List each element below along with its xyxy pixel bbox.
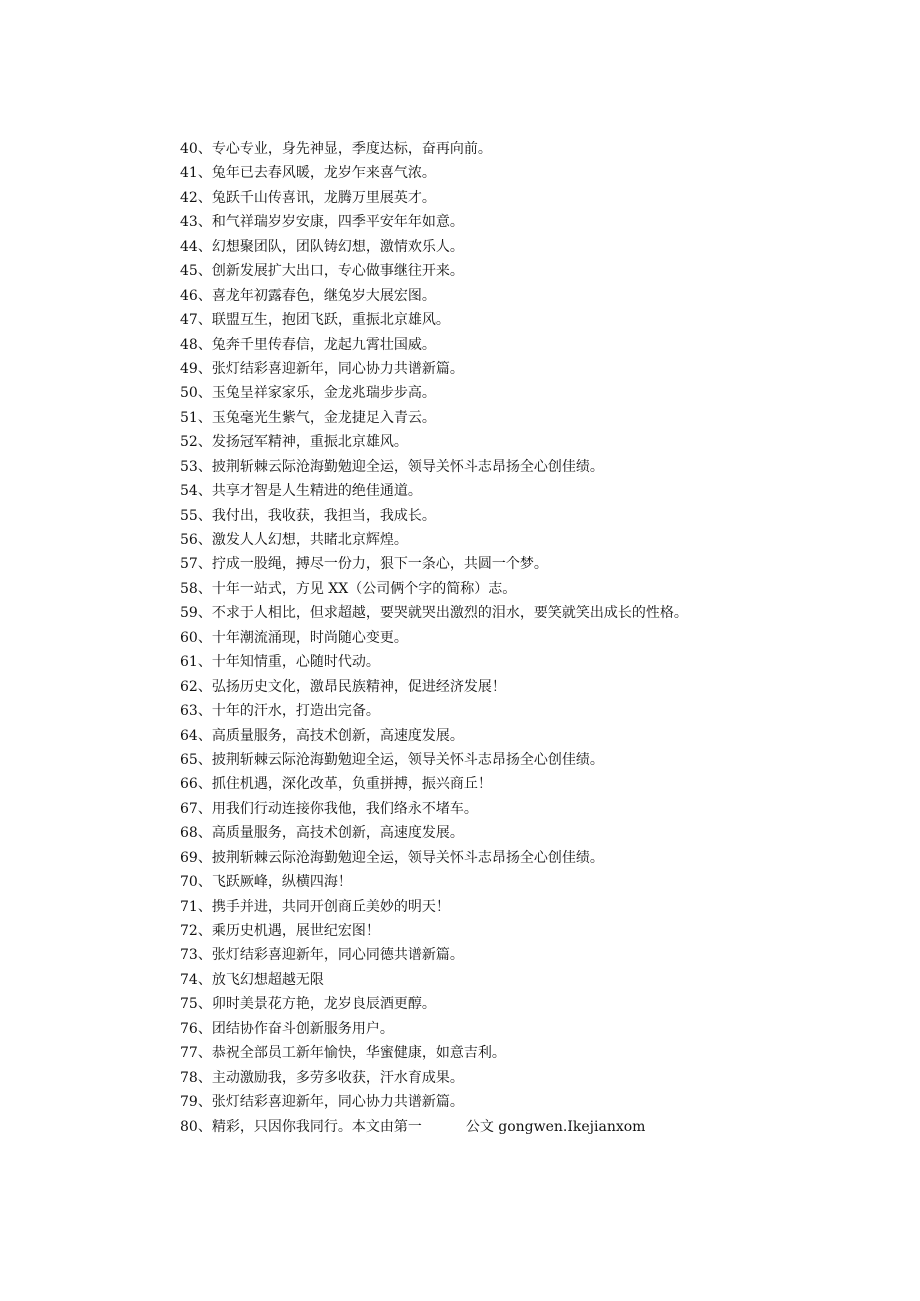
item-text: 披荆斩棘云际沧海勤勉迎全运，领导关怀斗志昂扬全心创佳绩。	[211, 751, 604, 768]
item-text: 兔奔千里传春信，龙起九霄壮国威。	[211, 336, 436, 353]
item-number: 67	[180, 800, 198, 817]
item-number: 76	[180, 1020, 198, 1037]
item-text: 创新发展扩大出口，专心做事继往开来。	[211, 263, 464, 280]
item-separator: 、	[197, 580, 212, 597]
list-item	[180, 821, 688, 845]
item-text: 卯时美景花方艳，龙岁良辰酒更醇。	[211, 996, 436, 1013]
item-separator: 、	[197, 287, 212, 304]
item-text: 兔年已去春风暖，龙岁乍来喜气浓。	[211, 165, 436, 182]
item-text: 团结协作奋斗创新服务用户。	[211, 1020, 394, 1037]
item-number: 43	[180, 214, 198, 231]
item-number: 69	[180, 849, 198, 866]
item-separator: 、	[197, 727, 212, 744]
item-text: 不求于人相比，但求超越，要哭就哭出激烈的泪水，要笑就笑出成长的性格。	[211, 605, 688, 622]
item-text: 十年知情重，心随时代动。	[211, 654, 380, 671]
list-item	[180, 772, 688, 796]
list-item	[180, 455, 688, 479]
list-item	[180, 748, 688, 772]
item-number: 40	[180, 141, 198, 157]
list-item	[180, 186, 688, 210]
item-text: 飞跃厥峰，纵横四海！	[211, 874, 352, 891]
item-number: 71	[180, 898, 198, 915]
item-text: 共享才智是人生精进的绝佳通道。	[211, 483, 422, 500]
list-item	[180, 406, 688, 430]
list-item	[180, 1017, 688, 1041]
item-number: 62	[180, 678, 198, 695]
item-number: 70	[180, 874, 198, 891]
item-number: 49	[180, 360, 198, 377]
list-item	[180, 259, 688, 283]
list-item	[180, 626, 688, 650]
item-number: 50	[180, 385, 198, 402]
item-text: 精彩，只因你我同行。本文由第一	[211, 1118, 422, 1135]
item-separator: 、	[197, 1020, 212, 1037]
list-item-last	[180, 1115, 688, 1139]
list-item	[180, 333, 688, 357]
item-number: 79	[180, 1094, 198, 1111]
item-separator: 、	[197, 1094, 212, 1111]
item-separator: 、	[197, 532, 212, 548]
list-item	[180, 650, 688, 674]
item-separator: 、	[197, 776, 212, 793]
item-number: 44	[180, 238, 198, 255]
item-separator: 、	[197, 360, 212, 377]
item-number: 63	[180, 703, 198, 720]
item-separator: 、	[197, 165, 212, 182]
item-number: 42	[180, 189, 198, 206]
item-separator: 、	[197, 898, 212, 915]
list-item	[180, 992, 688, 1016]
list-item	[180, 552, 688, 576]
list-item	[180, 943, 688, 967]
item-number: 72	[180, 923, 198, 939]
item-text: 披荆斩棘云际沧海勤勉迎全运，领导关怀斗志昂扬全心创佳绩。	[211, 458, 604, 475]
item-separator: 、	[197, 849, 212, 866]
item-separator: 、	[197, 800, 212, 817]
item-text: 张灯结彩喜迎新年，同心协力共谱新篇。	[211, 1094, 464, 1111]
item-number: 59	[180, 605, 198, 622]
item-text: 十年一站式，方见 XX（公司俩个字的简称）志。	[211, 580, 517, 597]
item-text: 发扬冠军精神，重振北京雄风。	[211, 434, 408, 451]
item-number: 74	[180, 971, 198, 988]
item-number: 46	[180, 287, 198, 304]
item-separator: 、	[197, 678, 212, 695]
item-separator: 、	[197, 923, 212, 939]
item-text: 放飞幻想超越无限	[211, 971, 324, 988]
list-item	[180, 284, 688, 308]
item-text: 恭祝全部员工新年愉快，华蜜健康，如意吉利。	[211, 1045, 506, 1062]
list-item	[180, 577, 688, 601]
item-separator: 、	[197, 874, 212, 891]
list-item	[180, 724, 688, 748]
item-number: 51	[180, 409, 198, 426]
item-separator: 、	[197, 947, 212, 964]
item-text: 激发人人幻想，共睹北京辉煌。	[211, 532, 408, 548]
list-item	[180, 504, 688, 528]
item-separator: 、	[197, 507, 212, 524]
item-number: 48	[180, 336, 198, 353]
item-separator: 、	[197, 654, 212, 671]
item-number: 47	[180, 312, 198, 329]
list-item	[180, 797, 688, 821]
item-text: 喜龙年初露春色，继兔岁大展宏图。	[211, 287, 436, 304]
item-number: 54	[180, 483, 198, 500]
item-text: 弘扬历史文化，激昂民族精神，促进经济发展！	[211, 678, 506, 695]
item-text: 张灯结彩喜迎新年，同心协力共谱新篇。	[211, 360, 464, 377]
item-number: 57	[180, 556, 198, 573]
item-text: 我付出，我收获，我担当，我成长。	[211, 507, 436, 524]
list-item	[180, 161, 688, 185]
list-item	[180, 1066, 688, 1090]
item-text: 玉兔毫光生紫气，金龙捷足入青云。	[211, 409, 436, 426]
item-number: 56	[180, 532, 198, 548]
item-text: 兔跃千山传喜讯，龙腾万里展英才。	[211, 189, 436, 206]
item-number: 78	[180, 1069, 198, 1086]
item-separator: 、	[197, 1069, 212, 1086]
item-text: 十年的汗水，打造出完备。	[211, 703, 380, 720]
list-item	[180, 430, 688, 454]
item-number: 66	[180, 776, 198, 793]
item-separator: 、	[197, 1045, 212, 1062]
item-separator: 、	[197, 434, 212, 451]
item-separator: 、	[197, 385, 212, 402]
item-text: 披荆斩棘云际沧海勤勉迎全运，领导关怀斗志昂扬全心创佳绩。	[211, 849, 604, 866]
item-text: 张灯结彩喜迎新年，同心同德共谱新篇。	[211, 947, 464, 964]
list-item	[180, 357, 688, 381]
list-item	[180, 870, 688, 894]
list-item	[180, 846, 688, 870]
list-item	[180, 675, 688, 699]
slogan-list	[180, 137, 688, 1139]
list-item	[180, 210, 688, 234]
item-separator: 、	[197, 214, 212, 231]
list-item	[180, 895, 688, 919]
list-item	[180, 699, 688, 723]
list-item	[180, 528, 688, 552]
item-separator: 、	[197, 1118, 212, 1135]
item-separator: 、	[197, 263, 212, 280]
item-text: 高质量服务，高技术创新，高速度发展。	[211, 825, 464, 842]
item-separator: 、	[197, 409, 212, 426]
item-text: 主动激励我，多劳多收获，汗水育成果。	[211, 1069, 464, 1086]
item-text: 幻想聚团队，团队铸幻想，激情欢乐人。	[211, 238, 464, 255]
item-separator: 、	[197, 458, 212, 475]
item-number: 68	[180, 825, 198, 842]
list-item	[180, 1090, 688, 1114]
item-text: 乘历史机遇，展世纪宏图！	[211, 923, 380, 939]
item-number: 41	[180, 165, 198, 182]
item-text: 抓住机遇，深化改革，负重拼搏，振兴商丘！	[211, 776, 492, 793]
item-number: 55	[180, 507, 198, 524]
list-item	[180, 601, 688, 625]
item-number: 64	[180, 727, 198, 744]
list-item	[180, 479, 688, 503]
list-item	[180, 381, 688, 405]
item-number: 73	[180, 947, 198, 964]
item-separator: 、	[197, 703, 212, 720]
list-item	[180, 235, 688, 259]
item-number: 61	[180, 654, 198, 671]
item-number: 58	[180, 580, 198, 597]
item-number: 52	[180, 434, 198, 451]
item-number: 80	[180, 1118, 198, 1135]
item-separator: 、	[197, 483, 212, 500]
item-separator: 、	[197, 629, 212, 646]
item-separator: 、	[197, 336, 212, 353]
list-item	[180, 919, 688, 943]
list-item	[180, 137, 688, 161]
item-text: 和气祥瑞岁岁安康，四季平安年年如意。	[211, 214, 464, 231]
item-number: 45	[180, 263, 198, 280]
item-separator: 、	[197, 825, 212, 842]
item-separator: 、	[197, 605, 212, 622]
list-item	[180, 308, 688, 332]
item-separator: 、	[197, 189, 212, 206]
item-text: 十年潮流涌现，时尚随心变更。	[211, 629, 408, 646]
item-text: 专心专业，身先神显，季度达标，奋再向前。	[211, 141, 492, 157]
item-text: 玉兔呈祥家家乐，金龙兆瑞步步高。	[211, 385, 436, 402]
item-number: 75	[180, 996, 198, 1013]
item-separator: 、	[197, 971, 212, 988]
item-text: 联盟互生，抱团飞跃，重振北京雄风。	[211, 312, 450, 329]
item-number: 77	[180, 1045, 198, 1062]
item-separator: 、	[197, 141, 212, 157]
item-text: 高质量服务，高技术创新，高速度发展。	[211, 727, 464, 744]
item-number: 60	[180, 629, 198, 646]
item-separator: 、	[197, 751, 212, 768]
item-separator: 、	[197, 312, 212, 329]
item-number: 53	[180, 458, 198, 475]
item-number: 65	[180, 751, 198, 768]
source-credit: 公文 gongwen.Ikejianxom	[465, 1118, 646, 1135]
item-separator: 、	[197, 238, 212, 255]
list-item	[180, 1041, 688, 1065]
item-separator: 、	[197, 556, 212, 573]
item-text: 用我们行动连接你我他，我们络永不堵车。	[211, 800, 478, 817]
item-text: 拧成一股绳，搏尽一份力，狠下一条心，共圆一个梦。	[211, 556, 548, 573]
item-separator: 、	[197, 996, 212, 1013]
list-item	[180, 968, 688, 992]
item-text: 携手并进，共同开创商丘美妙的明天！	[211, 898, 450, 915]
